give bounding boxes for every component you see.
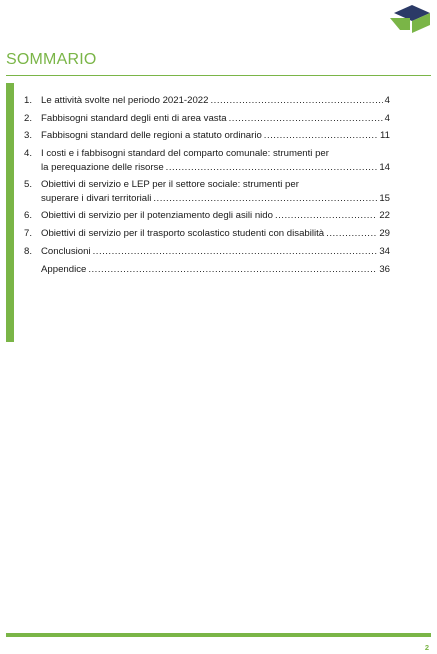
toc-entry-title: Appendice [41, 263, 87, 275]
toc-entry-number: 4. [24, 148, 33, 160]
toc-dot-leader [264, 129, 378, 143]
toc-entry[interactable] [24, 209, 390, 223]
toc-entry-page: 11 [380, 130, 390, 142]
toc-entry-number: 7. [24, 228, 33, 240]
toc-entry[interactable] [24, 147, 390, 174]
title-divider [6, 75, 431, 76]
toc-entry-title: I costi e i fabbisogni standard del comparto comunale: strumenti per [41, 148, 329, 160]
toc-entry-title: Obiettivi di servizio per il trasporto scolastico studenti con disabilità [41, 228, 325, 240]
toc-dot-leader [275, 209, 377, 223]
toc-entry-title: Obiettivi di servizio e LEP per il settore sociale: strumenti per [41, 179, 299, 191]
toc-entry[interactable] [24, 245, 390, 259]
toc-entry-number: 6. [24, 210, 33, 222]
toc-entry-number: 8. [24, 245, 33, 257]
toc-dot-leader [326, 227, 377, 241]
toc-dot-leader [88, 263, 377, 277]
toc-entry[interactable] [24, 227, 390, 241]
footer-divider [6, 633, 431, 637]
toc-entry-title: Fabbisogni standard degli enti di area vasta [41, 112, 227, 124]
toc-entry-number: 5. [24, 179, 33, 191]
page-title: SOMMARIO [6, 51, 97, 68]
toc-entry[interactable] [24, 129, 390, 143]
toc-entry-page: 36 [379, 263, 390, 275]
toc-entry-number: 3. [24, 130, 33, 142]
table-of-contents [24, 94, 390, 280]
toc-entry-title: Obiettivi di servizio per il potenziamento degli asili nido [41, 210, 273, 222]
page-number: 2 [424, 643, 429, 652]
toc-dot-leader [93, 245, 378, 259]
toc-dot-leader [166, 161, 378, 175]
toc-entry-title: Le attività svolte nel periodo 2021-2022 [41, 95, 209, 106]
toc-dot-leader [153, 192, 377, 206]
toc-entry[interactable] [24, 112, 390, 126]
toc-entry-title: Fabbisogni standard delle regioni a statuto ordinario [41, 130, 262, 142]
toc-sidebar-bar [6, 83, 14, 342]
toc-dot-leader [210, 94, 382, 108]
toc-entry-number: 1. [24, 95, 33, 106]
logo-icon [386, 4, 434, 34]
toc-entry-number: 2. [24, 112, 33, 124]
toc-entry-page: 29 [379, 228, 390, 240]
toc-entry-page: 15 [379, 192, 390, 204]
toc-entry-page: 4 [384, 95, 390, 106]
toc-entry[interactable] [24, 178, 390, 205]
toc-entry[interactable] [24, 94, 390, 108]
toc-entry-title: la perequazione delle risorse [41, 161, 164, 173]
toc-dot-leader [229, 112, 383, 126]
toc-entry[interactable] [24, 263, 390, 277]
toc-entry-page: 22 [379, 210, 390, 222]
toc-entry-page: 34 [379, 245, 390, 257]
toc-entry-page: 14 [379, 161, 390, 173]
toc-entry-page: 4 [384, 112, 390, 124]
toc-entry-title: superare i divari territoriali [41, 192, 152, 204]
toc-entry-title: Conclusioni [41, 245, 91, 257]
